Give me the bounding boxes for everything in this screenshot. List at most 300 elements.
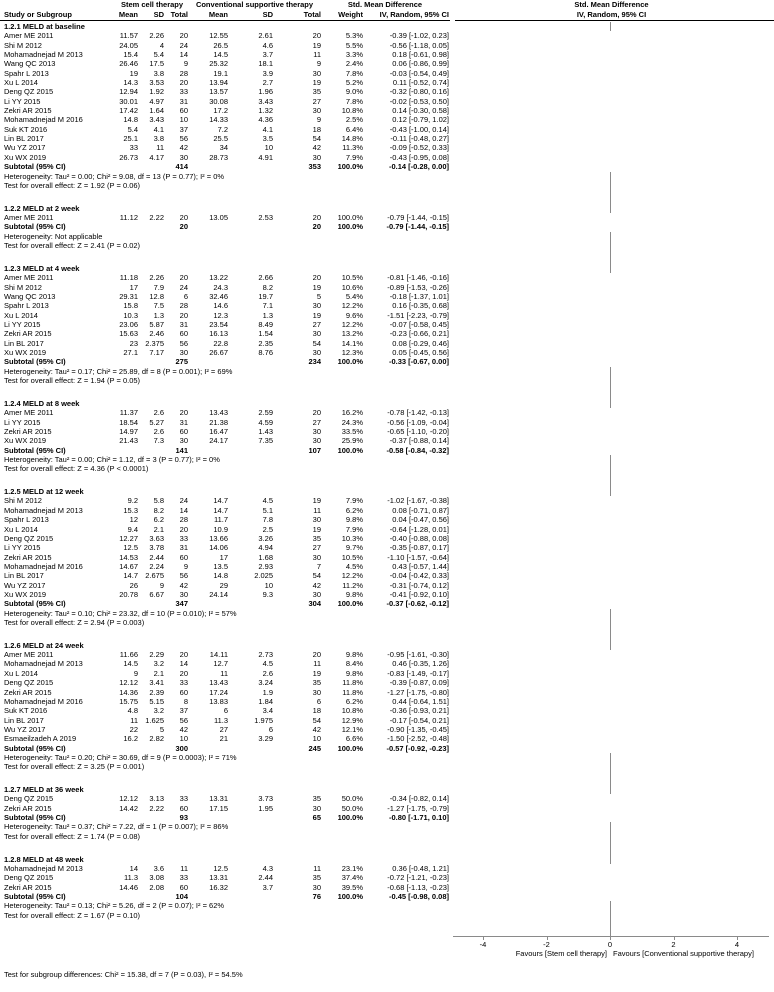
treat-sd	[138, 813, 164, 822]
treat-sd: 12.8	[149, 291, 164, 301]
ctrl-total: 11	[313, 50, 321, 60]
treat-total: 93	[179, 813, 188, 823]
weight: 5.5%	[345, 40, 363, 50]
study-name: Lin BL 2017	[4, 571, 44, 581]
zero-line	[610, 22, 611, 31]
subtotal-row	[0, 744, 774, 753]
treat-total: 11	[180, 864, 188, 873]
ctrl-sd: 5.1	[262, 505, 273, 515]
treat-sd: 2.675	[145, 571, 164, 581]
zero-line	[610, 785, 611, 794]
zero-line	[610, 181, 611, 190]
ci-text: -0.11 [-0.48, 0.27]	[390, 134, 449, 144]
ctrl-total: 35	[312, 794, 321, 804]
ci-text: -1.10 [-1.57, -0.64]	[387, 552, 449, 562]
ctrl-sd: 3.24	[258, 678, 273, 688]
treat-mean: 17	[129, 282, 138, 292]
treat-total: 33	[179, 794, 188, 804]
ctrl-total: 20	[312, 273, 321, 283]
study-name: Subtotal (95% CI)	[4, 222, 66, 232]
ctrl-mean: 34	[219, 143, 228, 153]
treat-mean: 10.3	[123, 310, 138, 320]
treat-total: 104	[175, 892, 188, 902]
axis-line	[453, 936, 769, 937]
study-name: Mohamadnejad M 2016	[4, 115, 83, 125]
treat-total: 60	[179, 803, 188, 813]
treat-mean: 12.12	[119, 794, 138, 804]
zero-line	[610, 822, 611, 831]
subgroup-difference-note: Test for subgroup differences: Chi² = 15.38, df = 7 (P = 0.03), I² = 54.5%	[4, 970, 243, 980]
treat-sd: 7.17	[149, 348, 164, 357]
plot-cell	[449, 241, 774, 250]
ctrl-sd: 4.3	[262, 864, 273, 873]
axis-tick-label: 2	[671, 939, 676, 949]
ci-text: -0.23 [-0.66, 0.21]	[389, 329, 449, 339]
treat-total: 20	[179, 222, 188, 232]
treat-sd: 3.53	[149, 78, 164, 88]
heterogeneity-note	[0, 367, 774, 376]
ctrl-mean: 32.46	[209, 291, 228, 301]
treat-total: 30	[179, 348, 188, 357]
weight: 11.8%	[342, 687, 363, 697]
treat-mean: 12.5	[123, 543, 138, 553]
treat-mean: 27.1	[123, 348, 138, 357]
treat-total: 33	[179, 533, 188, 543]
weight: 6.2%	[345, 696, 363, 706]
plot-cell	[449, 618, 774, 627]
treat-mean: 12	[129, 515, 138, 525]
treat-mean: 15.3	[123, 505, 138, 515]
study-name: Subtotal (95% CI)	[4, 813, 66, 823]
ci-text: -0.36 [-0.93, 0.21]	[389, 706, 449, 716]
treat-mean: 23.06	[119, 319, 138, 329]
treat-sd: 4.97	[149, 96, 164, 106]
ctrl-total: 35	[312, 87, 321, 97]
weight: 2.5%	[345, 115, 363, 125]
treat-total: 24	[179, 40, 188, 50]
subgroup-title-text: 1.2.7 MELD at 36 week	[4, 785, 84, 795]
treat-mean: 15.75	[119, 696, 138, 706]
study-name: Esmaeilzadeh A 2019	[4, 734, 77, 744]
study-name: Deng QZ 2015	[4, 533, 54, 543]
treat-sd: 8.2	[153, 505, 164, 515]
treat-mean: 14.3	[123, 78, 138, 88]
study-row	[0, 864, 774, 873]
ctrl-mean: 12.7	[213, 659, 228, 669]
ci-text: -0.43 [-1.00, 0.14]	[389, 124, 449, 134]
treat-total: 56	[179, 715, 188, 725]
study-row	[0, 31, 774, 40]
study-row	[0, 427, 774, 436]
ctrl-total: 54	[312, 338, 321, 348]
favours-row	[0, 949, 774, 959]
treat-mean: 4.8	[127, 706, 138, 716]
zero-line	[610, 911, 611, 920]
ci-text: 0.44 [-0.64, 1.51]	[392, 696, 449, 706]
weight: 7.8%	[345, 68, 363, 78]
ci-text: -1.27 [-1.75, -0.80]	[387, 687, 449, 697]
ctrl-total: 30	[312, 882, 321, 892]
study-row	[0, 659, 774, 668]
study-row	[0, 301, 774, 310]
plot-cell	[449, 832, 774, 841]
treat-mean	[116, 162, 138, 171]
treat-mean: 11.12	[119, 213, 138, 223]
treat-total: 20	[179, 310, 188, 320]
plot-cell	[449, 376, 774, 385]
treat-mean: 5.4	[127, 124, 138, 134]
ctrl-sd: 1.43	[258, 426, 273, 436]
ctrl-sd: 2.59	[258, 408, 273, 418]
treat-mean	[116, 357, 138, 366]
weight: 5.3%	[345, 31, 363, 41]
study-name: Wu YZ 2017	[4, 724, 46, 734]
study-name: Deng QZ 2015	[4, 873, 54, 883]
ci-text: -0.39 [-0.87, 0.09]	[389, 678, 449, 688]
treat-sd: 2.1	[153, 668, 164, 678]
zero-line	[610, 641, 611, 650]
ctrl-mean: 22.8	[213, 338, 228, 348]
treat-sd: 2.29	[149, 650, 164, 660]
treat-total: 20	[179, 408, 188, 418]
treat-mean: 26	[129, 580, 138, 590]
ci-text: 0.06 [-0.86, 0.99]	[392, 59, 449, 69]
ctrl-total: 30	[312, 687, 321, 697]
ctrl-mean	[188, 599, 228, 608]
ctrl-total: 27	[312, 96, 321, 106]
treat-sd: 1.625	[145, 715, 164, 725]
treat-mean: 18.54	[119, 417, 138, 427]
treat-total: 24	[179, 282, 188, 292]
ci-text: 0.12 [-0.79, 1.02]	[392, 115, 449, 125]
study-row	[0, 106, 774, 115]
ctrl-sd: 1.95	[258, 803, 273, 813]
subgroup-title	[0, 204, 774, 213]
ctrl-total: 19	[312, 40, 321, 50]
treat-sd: 3.41	[149, 678, 164, 688]
plot-cell	[449, 399, 774, 408]
ctrl-total: 27	[312, 319, 321, 329]
ctrl-sd: 1.3	[262, 310, 273, 320]
overall-effect-note-text: Test for overall effect: Z = 1.74 (P = 0.08)	[4, 831, 141, 841]
study-row	[0, 678, 774, 687]
overall-effect-note	[0, 181, 774, 190]
treat-sd: 2.44	[149, 552, 164, 562]
weight: 100.0%	[337, 222, 363, 232]
treat-sd: 2.375	[145, 338, 164, 348]
plot-cell	[449, 822, 774, 831]
treat-mean: 14.42	[119, 803, 138, 813]
ctrl-mean: 26.5	[213, 40, 228, 50]
treat-sd: 7.3	[153, 436, 164, 446]
treat-sd: 5.27	[149, 417, 164, 427]
ctrl-sd: 4.36	[258, 115, 273, 125]
study-name: Spahr L 2013	[4, 68, 49, 78]
ctrl-total: 6	[316, 696, 321, 706]
study-name: Subtotal (95% CI)	[4, 357, 66, 367]
ci-text: -0.39 [-1.02, 0.23]	[389, 31, 449, 41]
spacer-cell	[0, 920, 449, 934]
ctrl-mean: 13.94	[209, 78, 228, 88]
zero-line	[610, 841, 611, 855]
ctrl-mean: 24.14	[209, 589, 228, 599]
study-name: Wang QC 2013	[4, 59, 56, 69]
ctrl-total: 18	[312, 706, 321, 716]
treat-sd: 2.82	[149, 734, 164, 744]
weight: 9.8%	[345, 650, 363, 660]
ci-text: -0.79 [-1.44, -0.15]	[386, 222, 449, 232]
ctrl-mean: 13.66	[209, 533, 228, 543]
plot-cell	[449, 464, 774, 473]
axis-tick-label: 0	[607, 939, 613, 949]
ctrl-mean: 21.38	[209, 417, 228, 427]
treat-sd: 3.08	[149, 873, 164, 883]
heterogeneity-note-text: Heterogeneity: Tau² = 0.37; Chi² = 7.22, df = 1 (P = 0.007); I² = 86%	[4, 822, 229, 832]
ctrl-total: 30	[312, 106, 321, 116]
treat-total: 20	[179, 668, 188, 678]
treat-sd: 5.8	[153, 496, 164, 506]
ctrl-total: 54	[312, 134, 321, 144]
heterogeneity-note-text: Heterogeneity: Tau² = 0.20; Chi² = 30.69, df = 9 (P = 0.0003); I² = 71%	[4, 752, 237, 762]
ctrl-mean: 17	[219, 552, 228, 562]
plot-cell	[449, 455, 774, 464]
ctrl-mean	[188, 162, 228, 171]
treat-total: 10	[179, 115, 188, 125]
ctrl-mean: 7.2	[217, 124, 228, 134]
treat-sd: 2.6	[153, 408, 164, 418]
plot-cell	[449, 250, 774, 264]
ctrl-mean: 14.8	[213, 571, 228, 581]
ctrl-total: 30	[312, 68, 321, 78]
weight: 100.0%	[337, 743, 363, 753]
study-row	[0, 408, 774, 417]
heterogeneity-note-text: Heterogeneity: Tau² = 0.17; Chi² = 25.89, df = 8 (P = 0.001); I² = 69%	[4, 366, 233, 376]
ctrl-mean: 13.31	[209, 873, 228, 883]
ctrl-sd: 2.6	[262, 668, 273, 678]
ctrl-sd	[228, 162, 273, 171]
ctrl-total: 19	[312, 310, 321, 320]
spacer-cell	[0, 190, 449, 204]
treat-sd: 3.13	[149, 794, 164, 804]
overall-effect-note	[0, 241, 774, 250]
ci-text: -0.56 [-1.09, -0.04]	[387, 417, 449, 427]
weight: 25.9%	[341, 436, 363, 446]
weight: 11.8%	[342, 678, 363, 688]
ctrl-total: 76	[312, 892, 321, 902]
ctrl-sd: 2.44	[258, 873, 273, 883]
subtotal-row	[0, 599, 774, 608]
treat-total: 28	[179, 515, 188, 525]
treat-sd: 11	[156, 143, 164, 153]
overall-effect-note	[0, 464, 774, 473]
treat-mean: 11.66	[119, 650, 138, 660]
ci-text: -0.68 [-1.13, -0.23]	[387, 882, 449, 892]
ctrl-mean	[188, 744, 228, 753]
study-name: Shi M 2012	[4, 40, 42, 50]
ctrl-sd: 3.26	[258, 533, 273, 543]
ci-text: 0.11 [-0.52, 0.74]	[392, 78, 449, 88]
plot-cell	[449, 22, 774, 31]
ctrl-mean: 25.32	[209, 59, 228, 69]
ctrl-total: 19	[312, 524, 321, 534]
ctrl-mean: 12.55	[209, 31, 228, 41]
ctrl-total: 42	[312, 580, 321, 590]
treat-sd: 3.2	[153, 706, 164, 716]
study-row	[0, 562, 774, 571]
treat-mean: 14.46	[119, 882, 138, 892]
study-row	[0, 134, 774, 143]
study-name: Amer ME 2011	[4, 408, 54, 418]
ctrl-total: 65	[312, 813, 321, 823]
treat-mean: 11.57	[119, 31, 138, 41]
study-row	[0, 329, 774, 338]
study-name: Subtotal (95% CI)	[4, 162, 66, 172]
zero-line	[610, 190, 611, 204]
weight: 6.2%	[345, 505, 363, 515]
ctrl-total: 10	[312, 734, 321, 744]
ctrl-sd: 19.7	[258, 291, 273, 301]
heterogeneity-note-text: Heterogeneity: Tau² = 0.10; Chi² = 23.32, df = 10 (P = 0.010); I² = 57%	[4, 608, 237, 618]
treat-total: 275	[175, 357, 188, 367]
favours-area	[449, 949, 774, 959]
plot-cell	[449, 641, 774, 650]
ci-text: -0.04 [-0.42, 0.33]	[389, 571, 449, 581]
ctrl-mean: 23.54	[209, 319, 228, 329]
ctrl-sd: 1.96	[258, 87, 273, 97]
ctrl-mean: 28.73	[209, 152, 228, 162]
ctrl-sd	[228, 813, 273, 822]
ctrl-total: 11	[313, 864, 321, 873]
ctrl-sd: 1.54	[258, 329, 273, 339]
forest-rows	[0, 22, 774, 934]
subgroup-title-text: 1.2.1 MELD at baseline	[4, 22, 85, 31]
ctrl-mean: 10.9	[213, 524, 228, 534]
treat-mean: 11.3	[123, 873, 138, 883]
study-name: Xu WX 2019	[4, 589, 47, 599]
zero-line	[610, 609, 611, 618]
ctrl-sd	[228, 744, 273, 753]
study-row	[0, 78, 774, 87]
treat-total: 30	[179, 436, 188, 446]
weight: 6.6%	[345, 734, 363, 744]
study-name: Mohamadnejad M 2013	[4, 864, 83, 873]
plot-cell	[449, 901, 774, 910]
ci-text: -0.58 [-0.84, -0.32]	[386, 445, 449, 455]
spacer-cell	[0, 385, 449, 399]
ctrl-sd: 8.2	[262, 282, 273, 292]
study-name: Lin BL 2017	[4, 715, 44, 725]
subtotal-row	[0, 357, 774, 366]
study-name: Lin BL 2017	[4, 338, 44, 348]
axis-tick-label: -4	[479, 939, 487, 949]
ctrl-mean: 27	[219, 724, 228, 734]
weight: 9.8%	[345, 515, 363, 525]
treat-mean: 14.36	[119, 687, 138, 697]
weight: 2.4%	[345, 59, 363, 69]
treat-sd: 2.22	[149, 213, 164, 223]
treat-mean	[116, 744, 138, 753]
ci-text: -0.37 [-0.88, 0.14]	[389, 436, 449, 446]
ctrl-mean: 13.22	[209, 273, 228, 283]
study-name: Amer ME 2011	[4, 213, 54, 223]
study-row	[0, 873, 774, 882]
weight: 100.0%	[337, 445, 363, 455]
treat-mean: 12.27	[119, 533, 138, 543]
study-row	[0, 213, 774, 222]
treat-mean: 15.63	[119, 329, 138, 339]
treat-total: 414	[175, 162, 188, 172]
overall-effect-note-text: Test for overall effect: Z = 3.25 (P = 0.001)	[4, 762, 145, 772]
study-row	[0, 716, 774, 725]
zero-line	[610, 832, 611, 841]
treat-total: 60	[179, 552, 188, 562]
weight: 8.4%	[345, 659, 363, 669]
ctrl-total: 30	[312, 301, 321, 311]
treat-mean: 9	[133, 668, 138, 678]
spacer-row	[0, 385, 774, 399]
study-row	[0, 581, 774, 590]
ci-text: -0.57 [-0.92, -0.23]	[386, 743, 449, 753]
ctrl-mean: 14.6	[213, 301, 228, 311]
plot-cell	[449, 487, 774, 496]
study-name: Lin BL 2017	[4, 134, 44, 144]
header-spacer	[0, 0, 116, 10]
subtotal-row	[0, 813, 774, 822]
study-row	[0, 125, 774, 134]
ctrl-mean: 17.24	[209, 687, 228, 697]
ctrl-total: 234	[308, 357, 321, 367]
spacer-row	[0, 841, 774, 855]
subgroup-title	[0, 641, 774, 650]
ci-text: -0.33 [-0.67, 0.00]	[388, 357, 449, 367]
ctrl-total: 35	[312, 678, 321, 688]
study-row	[0, 153, 774, 162]
treat-total: 6	[183, 291, 188, 301]
study-row	[0, 283, 774, 292]
weight: 100.0%	[337, 892, 363, 902]
weight: 5.4%	[345, 291, 363, 301]
treat-sd: 4	[159, 40, 164, 50]
weight: 12.9%	[341, 715, 363, 725]
study-row	[0, 506, 774, 515]
ctrl-total: 30	[312, 348, 321, 357]
weight: 7.9%	[345, 524, 363, 534]
treat-mean: 14.53	[119, 552, 138, 562]
ctrl-mean	[188, 813, 228, 822]
heterogeneity-note	[0, 232, 774, 241]
study-name: Suk KT 2016	[4, 124, 48, 134]
col-sd1-header: SD	[153, 9, 164, 19]
ctrl-total: 20	[312, 222, 321, 232]
study-name: Mohamadnejad M 2013	[4, 505, 83, 515]
study-row	[0, 525, 774, 534]
effect-header: Std. Mean Difference	[347, 0, 423, 9]
col-mean2-header: Mean	[208, 9, 228, 19]
heterogeneity-note	[0, 172, 774, 181]
weight: 13.2%	[341, 329, 363, 339]
header-group-row	[0, 0, 774, 10]
heterogeneity-note	[0, 822, 774, 831]
weight: 6.4%	[345, 124, 363, 134]
study-name: Deng QZ 2015	[4, 794, 54, 804]
treat-sd	[138, 744, 164, 753]
ctrl-sd: 6	[268, 724, 273, 734]
treat-sd: 2.26	[149, 31, 164, 41]
weight: 10.5%	[341, 273, 363, 283]
ctrl-total: 19	[312, 668, 321, 678]
ctrl-total: 35	[312, 533, 321, 543]
treat-mean: 30.01	[119, 96, 138, 106]
